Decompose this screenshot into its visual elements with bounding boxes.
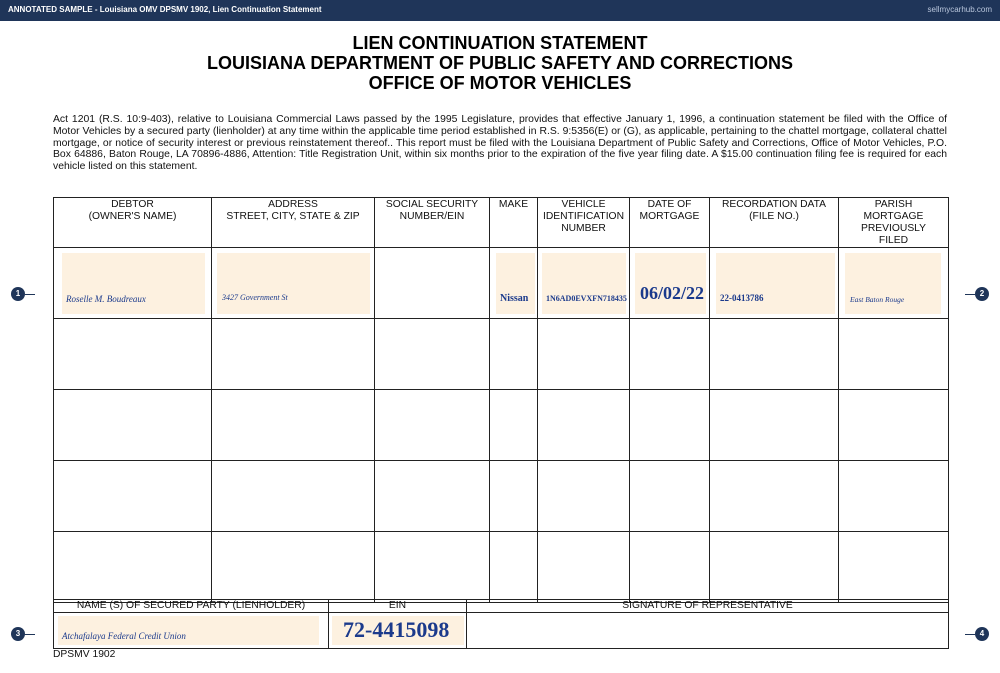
date-value: 06/02/22 — [640, 283, 705, 303]
intro-paragraph: Act 1201 (R.S. 10:9-403), relative to Louisiana Commercial Laws passed by the 1995 Legislature, provides that effective January 1, 1996, a continuation statement be filed with the Office of Motor Vehicles by a secured party (lienholder) at any time within the applicable time period established in R.S. 9:5356(E) or (G), as applicable, pertaining to the chattel mortgage, collateral chattel mortgage, or notice of security interest or previous reinstatement thereof.. This report must be filed with the Louisiana Department of Public Safety and Corrections, Office of Motor Vehicles, P.O. Box 64886, Baton Rouge, LA 70896-4886, Attention: Title Registration Unit, within six months prior to the expiration of the five year filing date. A $15.00 continuation filing fee is required for each vehicle listed on this statement. — [53, 114, 947, 173]
col-header-debtor: DEBTOR (OWNER'S NAME) — [54, 198, 212, 248]
col-header-vin: VEHICLE IDENTIFICATION NUMBER — [538, 198, 630, 248]
make-value: Nissan — [500, 293, 529, 304]
date-cell[interactable] — [630, 390, 710, 461]
col-header-ein: EIN — [329, 600, 467, 613]
recordation-cell[interactable] — [710, 319, 839, 390]
col-header-parish: PARISH MORTGAGE PREVIOUSLY FILED — [839, 198, 949, 248]
table-row — [54, 461, 949, 532]
vin-cell[interactable] — [538, 532, 630, 603]
address-cell[interactable] — [212, 390, 375, 461]
ssn-cell[interactable] — [375, 390, 490, 461]
ssn-cell[interactable] — [375, 319, 490, 390]
debtor-cell — [54, 248, 212, 319]
col-header-address: ADDRESS STREET, CITY, STATE & ZIP — [212, 198, 375, 248]
parish-cell — [839, 248, 949, 319]
recordation-cell[interactable] — [710, 532, 839, 603]
make-field[interactable] — [496, 253, 535, 314]
form-heading — [0, 33, 1000, 93]
marker-3-connector — [25, 634, 35, 635]
address-cell[interactable] — [212, 461, 375, 532]
address-cell[interactable] — [212, 532, 375, 603]
heading-line-3: OFFICE OF MOTOR VEHICLES — [368, 73, 632, 93]
table-row — [54, 319, 949, 390]
ssn-cell[interactable] — [375, 248, 490, 319]
recordation-cell[interactable] — [710, 461, 839, 532]
col-header-make: MAKE — [490, 198, 538, 248]
col-header-ssn: SOCIAL SECURITY NUMBER/EIN — [375, 198, 490, 248]
make-cell[interactable] — [490, 390, 538, 461]
ssn-cell[interactable] — [375, 461, 490, 532]
annotation-marker-2[interactable]: 2 — [975, 287, 989, 301]
debtor-cell[interactable] — [54, 461, 212, 532]
col-header-lienholder: NAME (S) OF SECURED PARTY (LIENHOLDER) — [54, 600, 329, 613]
address-value: 3427 Government St — [222, 293, 288, 302]
annotation-marker-4[interactable]: 4 — [975, 627, 989, 641]
heading-line-2: LOUISIANA DEPARTMENT OF PUBLIC SAFETY AND CORRECTIONS — [206, 53, 793, 73]
annotation-banner — [0, 0, 1000, 21]
col-header-signature: SIGNATURE OF REPRESENTATIVE — [467, 600, 949, 613]
annotation-marker-3[interactable]: 3 — [11, 627, 25, 641]
lienholder-value: Atchafalaya Federal Credit Union — [62, 631, 186, 641]
heading-line-1: LIEN CONTINUATION STATEMENT — [352, 33, 648, 53]
col-header-recordation: RECORDATION DATA (FILE NO.) — [710, 198, 839, 248]
marker-1-connector — [25, 294, 35, 295]
table-header-row — [54, 198, 949, 248]
address-field[interactable] — [217, 253, 370, 314]
annotation-marker-1[interactable]: 1 — [11, 287, 25, 301]
debtor-cell[interactable] — [54, 532, 212, 603]
make-cell[interactable] — [490, 532, 538, 603]
lienholder-cell — [54, 613, 329, 649]
lienholder-table — [53, 599, 949, 649]
address-cell — [212, 248, 375, 319]
vin-cell[interactable] — [538, 461, 630, 532]
debtor-value: Roselle M. Boudreaux — [66, 294, 146, 304]
form-number: DPSMV 1902 — [53, 649, 116, 660]
make-cell[interactable] — [490, 319, 538, 390]
vin-cell[interactable] — [538, 390, 630, 461]
marker-2-connector — [965, 294, 975, 295]
date-cell[interactable] — [630, 532, 710, 603]
recordation-value: 22-0413786 — [720, 293, 764, 303]
table-row — [54, 248, 949, 319]
vehicle-table — [53, 197, 949, 603]
address-cell[interactable] — [212, 319, 375, 390]
parish-cell[interactable] — [839, 390, 949, 461]
ssn-cell[interactable] — [375, 532, 490, 603]
table-row — [54, 532, 949, 603]
vin-value: 1N6AD0EVXFN718435 — [546, 294, 627, 303]
marker-4-connector — [965, 634, 975, 635]
make-cell[interactable] — [490, 461, 538, 532]
ein-value: 72-4415098 — [343, 617, 450, 642]
signature-cell[interactable] — [467, 613, 949, 649]
parish-cell[interactable] — [839, 532, 949, 603]
lienholder-header-row — [54, 600, 949, 613]
date-cell[interactable] — [630, 461, 710, 532]
parish-cell[interactable] — [839, 461, 949, 532]
banner-site-link[interactable]: sellmycarhub.com — [927, 5, 992, 14]
recordation-cell[interactable] — [710, 390, 839, 461]
parish-field[interactable] — [845, 253, 941, 314]
col-header-date: DATE OF MORTGAGE — [630, 198, 710, 248]
vin-cell — [538, 248, 630, 319]
banner-title: ANNOTATED SAMPLE - Louisiana OMV DPSMV 1902, Lien Continuation Statement — [8, 5, 322, 14]
parish-cell[interactable] — [839, 319, 949, 390]
make-cell — [490, 248, 538, 319]
ein-cell — [329, 613, 467, 649]
debtor-cell[interactable] — [54, 319, 212, 390]
table-row — [54, 390, 949, 461]
debtor-cell[interactable] — [54, 390, 212, 461]
debtor-field[interactable] — [62, 253, 205, 314]
date-cell[interactable] — [630, 319, 710, 390]
lienholder-row — [54, 613, 949, 649]
recordation-field[interactable] — [716, 253, 835, 314]
parish-value: East Baton Rouge — [850, 295, 905, 304]
recordation-cell — [710, 248, 839, 319]
date-cell — [630, 248, 710, 319]
vin-field[interactable] — [542, 253, 626, 314]
vin-cell[interactable] — [538, 319, 630, 390]
